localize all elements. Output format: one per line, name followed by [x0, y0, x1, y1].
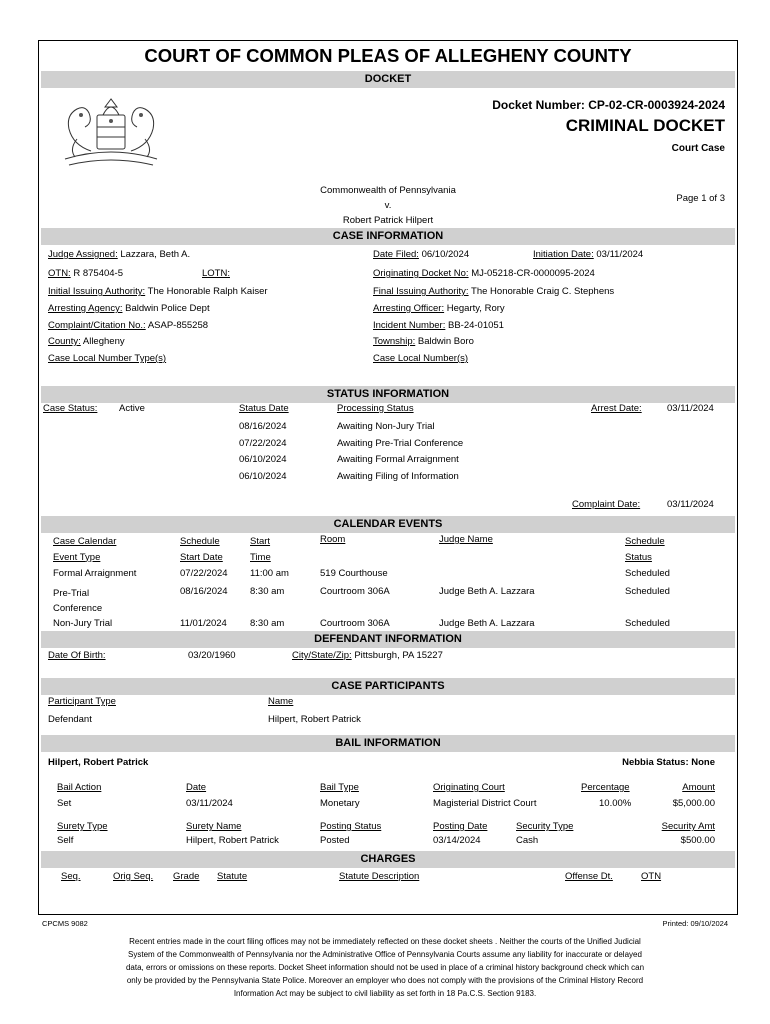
status-date-header: Status Date	[239, 403, 289, 414]
calendar-events-bar: CALENDAR EVENTS	[41, 516, 735, 533]
case-local-number-type-label: Case Local Number Type(s)	[48, 353, 167, 364]
defendant-information-bar: DEFENDANT INFORMATION	[41, 631, 735, 648]
posting-status-header: Posting Status	[320, 821, 382, 832]
city-state-zip-value: Pittsburgh, PA 15227	[354, 650, 443, 661]
dob-value: 03/20/1960	[188, 650, 236, 661]
final-issuing-authority-value: The Honorable Craig C. Stephens	[471, 286, 615, 297]
surety-type: Self	[57, 835, 74, 846]
amount-header: Amount	[682, 782, 715, 793]
complaint-date-value: 03/11/2024	[667, 499, 714, 510]
bail-type-header: Bail Type	[320, 782, 359, 793]
status-date: 07/22/2024	[239, 437, 287, 449]
event-status: Scheduled	[625, 586, 670, 597]
charge-orig-seq-header: Orig Seq.	[113, 871, 154, 882]
disclaimer-line: data, errors or omissions on these reports. Docket Sheet information should not be used in place of a criminal history background check which can	[125, 963, 645, 972]
calendar-room-header: Room	[320, 534, 346, 545]
case-status-label: Case Status:	[43, 403, 98, 414]
event-time: 11:00 am	[250, 568, 289, 579]
security-type-header: Security Type	[516, 821, 574, 832]
township-value: Baldwin Boro	[417, 336, 474, 347]
incident-number-label: Incident Number:	[373, 320, 446, 331]
charge-statute-header: Statute	[217, 871, 248, 882]
disclaimer-line: System of the Commonwealth of Pennsylvania nor the Administrative Office of Pennsylvania Courts assume any liability for inaccurate or delayed	[128, 950, 642, 959]
arresting-officer-value: Hegarty, Rory	[446, 303, 505, 314]
event-date: 11/01/2024	[180, 618, 227, 629]
event-date: 08/16/2024	[180, 586, 228, 597]
case-participants-bar: CASE PARTICIPANTS	[41, 678, 735, 695]
disclaimer-line: Information Act may be subject to civil liability as set forth in 18 Pa.C.S. Section 9183.	[233, 989, 537, 998]
disclaimer	[60, 935, 710, 1000]
event-type-cont: Conference	[53, 603, 103, 614]
arrest-date-value: 03/11/2024	[667, 403, 714, 414]
event-status: Scheduled	[625, 568, 670, 579]
arresting-agency-value: Baldwin Police Dept	[125, 303, 210, 314]
otn-label: OTN:	[48, 268, 71, 279]
incident-number-value: BB-24-01051	[447, 320, 504, 331]
county-label: County:	[48, 336, 81, 347]
header-line: Status	[625, 551, 652, 563]
processing-status: Awaiting Filing of Information	[337, 470, 459, 482]
charge-otn-header: OTN	[641, 871, 662, 882]
calendar-row	[53, 618, 112, 629]
arrest-date-label: Arrest Date:	[591, 403, 642, 414]
event-room: Courtroom 306A	[320, 618, 390, 629]
form-number: CPCMS 9082	[42, 919, 88, 928]
court-title: COURT OF COMMON PLEAS OF ALLEGHENY COUNTY	[144, 45, 632, 66]
pennsylvania-seal-icon	[51, 93, 171, 175]
header-line: Time	[250, 551, 271, 563]
initiation-date	[533, 249, 643, 260]
surety-name-header: Surety Name	[186, 821, 242, 832]
event-room: Courtroom 306A	[320, 586, 390, 597]
processing-status: Awaiting Formal Arraignment	[337, 454, 459, 465]
bail-date-header: Date	[186, 782, 207, 793]
printed-date: Printed: 09/10/2024	[662, 919, 728, 928]
date-filed	[373, 249, 469, 260]
header-line: Schedule	[625, 536, 665, 547]
bail-action-header: Bail Action	[57, 782, 102, 793]
processing-status: Awaiting Non-Jury Trial	[337, 421, 435, 432]
initial-issuing-authority-label: Initial Issuing Authority:	[48, 286, 146, 297]
event-time: 8:30 am	[250, 586, 285, 597]
calendar-event-type-header	[53, 534, 116, 565]
township	[373, 336, 474, 347]
surety-type-header: Surety Type	[57, 821, 108, 832]
disclaimer-line: Recent entries made in the court filing offices may not be immediately reflected on these docket sheets . Neither the courts of the Unified Judicial	[129, 937, 641, 946]
case-status	[43, 403, 97, 414]
participant-name-header: Name	[268, 696, 294, 707]
arresting-agency	[48, 303, 210, 314]
header-line: Schedule	[180, 536, 220, 547]
header-line: Start	[250, 536, 271, 547]
case-status-value: Active	[119, 403, 145, 414]
surety-name: Hilpert, Robert Patrick	[186, 835, 279, 846]
initial-issuing-authority-value: The Honorable Ralph Kaiser	[147, 286, 268, 297]
case-caption	[39, 183, 737, 228]
event-type: Non-Jury Trial	[53, 618, 113, 629]
charges-bar: CHARGES	[41, 851, 735, 868]
docket-number: Docket Number: CP-02-CR-0003924-2024	[492, 98, 725, 112]
bail-type: Monetary	[320, 798, 360, 809]
city-state-zip	[292, 650, 443, 661]
participant-name: Hilpert, Robert Patrick	[268, 714, 361, 725]
initiation-date-value: 03/11/2024	[596, 249, 644, 260]
event-judge: Judge Beth A. Lazzara	[439, 618, 535, 629]
bail-amount: $5,000.00	[672, 798, 715, 809]
event-type: Formal Arraignment	[53, 568, 137, 579]
city-state-zip-label: City/State/Zip:	[292, 650, 352, 661]
caption-versus: v.	[384, 200, 392, 211]
date-filed-label: Date Filed:	[373, 249, 419, 260]
originating-court: Magisterial District Court	[433, 798, 537, 809]
arresting-agency-label: Arresting Agency:	[48, 303, 123, 314]
event-date: 07/22/2024	[180, 568, 228, 579]
arresting-officer	[373, 303, 505, 314]
security-type: Cash	[516, 835, 539, 846]
final-issuing-authority	[373, 286, 614, 297]
header-line: Start Date	[180, 551, 223, 563]
charge-description-header: Statute Description	[339, 871, 420, 882]
bail-action: Set	[57, 798, 72, 809]
status-date: 08/16/2024	[239, 421, 287, 432]
calendar-row	[53, 586, 102, 616]
originating-docket-value: MJ-05218-CR-0000095-2024	[471, 268, 595, 279]
judge-assigned-value: Lazzara, Beth A.	[120, 249, 191, 260]
township-label: Township:	[373, 336, 416, 347]
complaint-citation-label: Complaint/Citation No.:	[48, 320, 146, 331]
initial-issuing-authority	[48, 286, 268, 297]
docket-type: CRIMINAL DOCKET	[565, 116, 725, 135]
page-indicator: Page 1 of 3	[676, 193, 725, 204]
arresting-officer-label: Arresting Officer:	[373, 303, 445, 314]
calendar-status-header	[625, 534, 665, 565]
calendar-row	[53, 568, 136, 579]
status-date: 06/10/2024	[239, 470, 287, 482]
incident-number	[373, 320, 504, 331]
status-date-list	[239, 419, 287, 485]
bail-percentage: 10.00%	[599, 798, 632, 809]
calendar-start-date-header	[180, 534, 223, 565]
bail-date: 03/11/2024	[186, 798, 233, 809]
event-type: Pre-Trial	[53, 588, 90, 599]
docket-bar: DOCKET	[41, 71, 735, 88]
originating-court-header: Originating Court	[433, 782, 505, 793]
calendar-start-time-header	[250, 534, 271, 565]
otn	[48, 268, 123, 279]
bail-defendant-name: Hilpert, Robert Patrick	[48, 757, 149, 768]
status-date: 06/10/2024	[239, 454, 287, 465]
caption-plaintiff: Commonwealth of Pennsylvania	[320, 185, 456, 196]
header-line: Event Type	[53, 551, 101, 563]
participant-type: Defendant	[48, 714, 92, 725]
originating-docket-label: Originating Docket No:	[373, 268, 469, 279]
participant-type-header: Participant Type	[48, 696, 116, 707]
header-line: Case Calendar	[53, 536, 117, 547]
court-case-label: Court Case	[671, 143, 725, 154]
posting-date-header: Posting Date	[433, 821, 488, 832]
event-judge: Judge Beth A. Lazzara	[439, 586, 535, 597]
judge-assigned-label: Judge Assigned:	[48, 249, 118, 260]
county-value: Allegheny	[82, 336, 125, 347]
calendar-judge-header: Judge Name	[439, 534, 493, 545]
complaint-citation-value: ASAP-855258	[147, 320, 209, 331]
security-amount-header: Security Amt	[661, 821, 715, 832]
posting-date: 03/14/2024	[433, 835, 481, 846]
status-information-bar: STATUS INFORMATION	[41, 386, 735, 403]
event-time: 8:30 am	[250, 618, 285, 629]
dob-label: Date Of Birth:	[48, 650, 106, 661]
charge-seq-header: Seq.	[61, 871, 81, 882]
docket-page	[38, 40, 738, 915]
bail-information-bar: BAIL INFORMATION	[41, 735, 735, 752]
final-issuing-authority-label: Final Issuing Authority:	[373, 286, 469, 297]
caption-defendant: Robert Patrick Hilpert	[342, 215, 434, 226]
originating-docket	[373, 268, 595, 279]
event-status: Scheduled	[625, 618, 670, 629]
initiation-date-label: Initiation Date:	[533, 249, 594, 260]
processing-status-list	[337, 419, 463, 485]
disclaimer-line: only be provided by the Pennsylvania State Police. Moreover an employer who does not comply with the provisions of the Criminal History Record	[126, 976, 644, 985]
county	[48, 336, 125, 347]
charge-offense-date-header: Offense Dt.	[565, 871, 613, 882]
complaint-citation	[48, 320, 208, 331]
judge-assigned	[48, 249, 190, 260]
nebbia-status: Nebbia Status: None	[622, 757, 715, 768]
percentage-header: Percentage	[581, 782, 630, 793]
processing-status-header: Processing Status	[337, 403, 414, 414]
lotn-label: LOTN:	[202, 268, 230, 279]
event-room: 519 Courthouse	[320, 568, 388, 579]
date-filed-value: 06/10/2024	[421, 249, 470, 260]
complaint-date-label: Complaint Date:	[572, 499, 641, 510]
case-information-bar: CASE INFORMATION	[41, 228, 735, 245]
otn-value: R 875404-5	[73, 268, 123, 279]
charge-grade-header: Grade	[173, 871, 200, 882]
case-local-numbers-label: Case Local Number(s)	[373, 353, 469, 364]
security-amount: $500.00	[680, 835, 715, 846]
posting-status: Posted	[320, 835, 350, 846]
processing-status: Awaiting Pre-Trial Conference	[337, 437, 464, 449]
